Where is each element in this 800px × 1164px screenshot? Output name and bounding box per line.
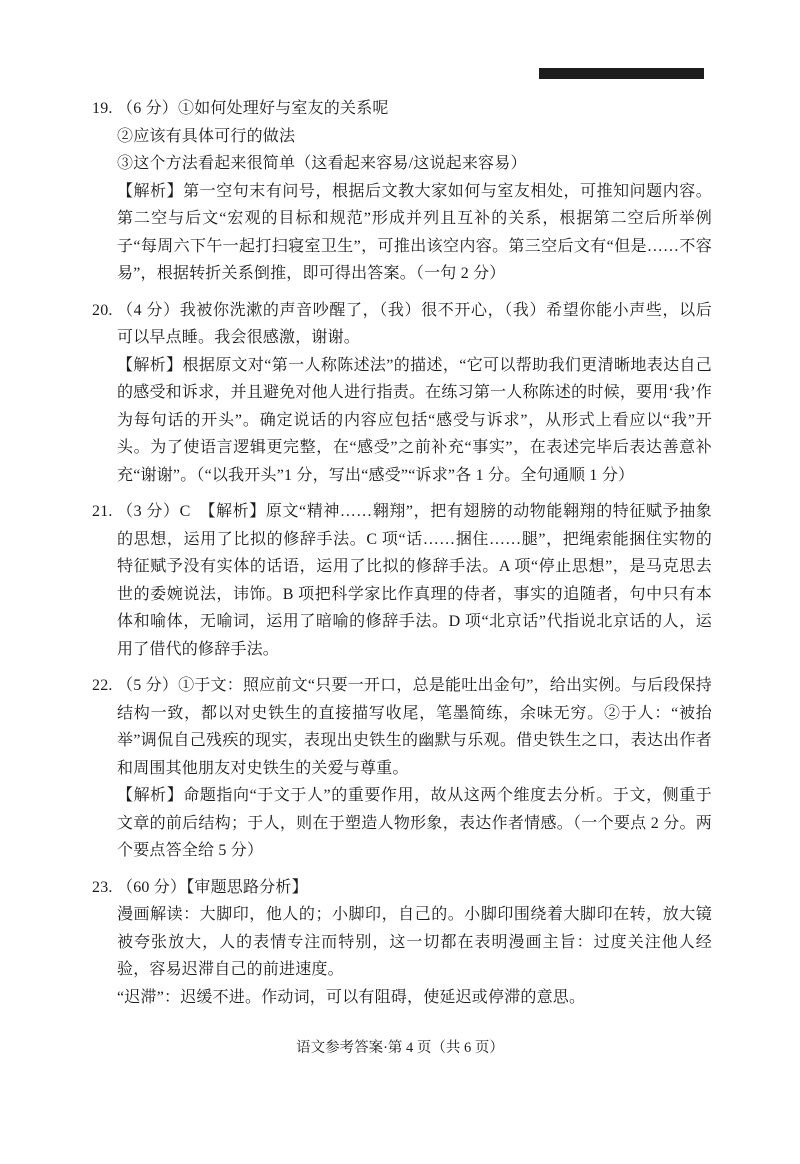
answer-line: ③这个方法看起来很简单（这看起来容易/这说起来容易）	[117, 155, 527, 172]
answer-paragraph: （3 分）C 【解析】原文“精神……翱翔”，把有翅膀的动物能翱翔的特征赋予抽象的思想，运用了比拟的修辞手法。C 项“话……捆住……腿”，把绳索能捆住实物的特征赋予没有实体的话语，运用了比拟的修辞手法。A 项“停止思想”，是马克思去世的委婉说法，讳饰。B 项把科学家比作真理的侍者，事实的追随者，句中只有本体和喻体，无喻词，运用了暗喻的修辞手法。D 项“北京话”代指说北京话的人，运用了借代的修辞手法。	[117, 503, 712, 658]
page-footer	[0, 1037, 800, 1059]
answer-paragraph: （5 分）①于文：照应前文“只要一开口，总是能吐出金句”，给出实例。与后段保持结构一致，都以对史铁生的直接描写收尾，笔墨简练，余味无穷。②于人：“被抬举”调侃自己残疾的现实，表现出史铁生的幽默与乐观。借史铁生之口，表达出作者和周围其他朋友对史铁生的关爱与尊重。	[117, 677, 712, 777]
scan-mark-bar	[539, 68, 704, 79]
page-footer-text: 语文参考答案·第 4 页（共 6 页）	[296, 1040, 504, 1056]
question-number: 20.	[92, 301, 113, 319]
answers-content	[92, 95, 712, 1020]
question-item-22	[92, 672, 712, 865]
question-number: 21.	[92, 503, 113, 520]
question-number: 22.	[92, 677, 113, 694]
analysis-paragraph: 【解析】根据原文对“第一人称陈述法”的描述，“它可以帮助我们更清晰地表达自己的感受和诉求，并且避免对他人进行指责。在练习第一人称陈述的时候，要用‘我’作为每句话的开头”。确定说话的内容应包括“感受与诉求”，从形式上看应以“我”开头。为了使语言逻辑更完整，在“感受”之前补充“事实”，在表述完毕后表达善意补充“谢谢”。（“以我开头”1 分，写出“感受”“诉求”各 1 分。全句通顺 1 分）	[117, 356, 712, 484]
answer-paragraph: （4 分）我被你洗漱的声音吵醒了，（我）很不开心，（我）希望你能小声些，以后可以早点睡。我会很感激，谢谢。	[117, 301, 712, 346]
comic-interpretation-paragraph: 漫画解读：大脚印，他人的；小脚印，自己的。小脚印围绕着大脚印在转，放大镜被夸张放大，人的表情专注而特别，这一切都在表明漫画主旨：过度关注他人经验，容易迟滞自己的前进速度。	[117, 906, 712, 978]
term-definition-paragraph: “迟滞”：迟缓不进。作动词，可以有阻碍，使延迟或停滞的意思。	[117, 988, 586, 1006]
question-item-20	[92, 297, 712, 490]
analysis-paragraph: 【解析】第一空句末有问号，根据后文教大家如何与室友相处，可推知问题内容。第二空与后文“宏观的目标和规范”形成并列且互补的关系，根据第二空后所举例子“每周六下午一起打扫寝室卫生”，可推出该空内容。第三空后文有“但是……不容易”，根据转折关系倒推，即可得出答案。（一句 2 分）	[117, 182, 712, 282]
question-item-23	[92, 874, 712, 1012]
question-item-19	[92, 95, 712, 288]
answer-line: （6 分）①如何处理好与室友的关系呢	[117, 100, 389, 117]
question-item-21	[92, 498, 712, 663]
answer-heading-line: （60 分）【审题思路分析】	[117, 878, 308, 896]
question-number: 23.	[92, 878, 113, 896]
answer-line: ②应该有具体可行的做法	[117, 127, 296, 145]
question-number: 19.	[92, 100, 113, 117]
analysis-paragraph: 【解析】命题指向“于文于人”的重要作用，故从这两个维度去分析。于文，侧重于文章的前后结构；于人，则在于塑造人物形象，表达作者情感。（一个要点 2 分。两个要点答全给 5 分）	[117, 787, 712, 859]
